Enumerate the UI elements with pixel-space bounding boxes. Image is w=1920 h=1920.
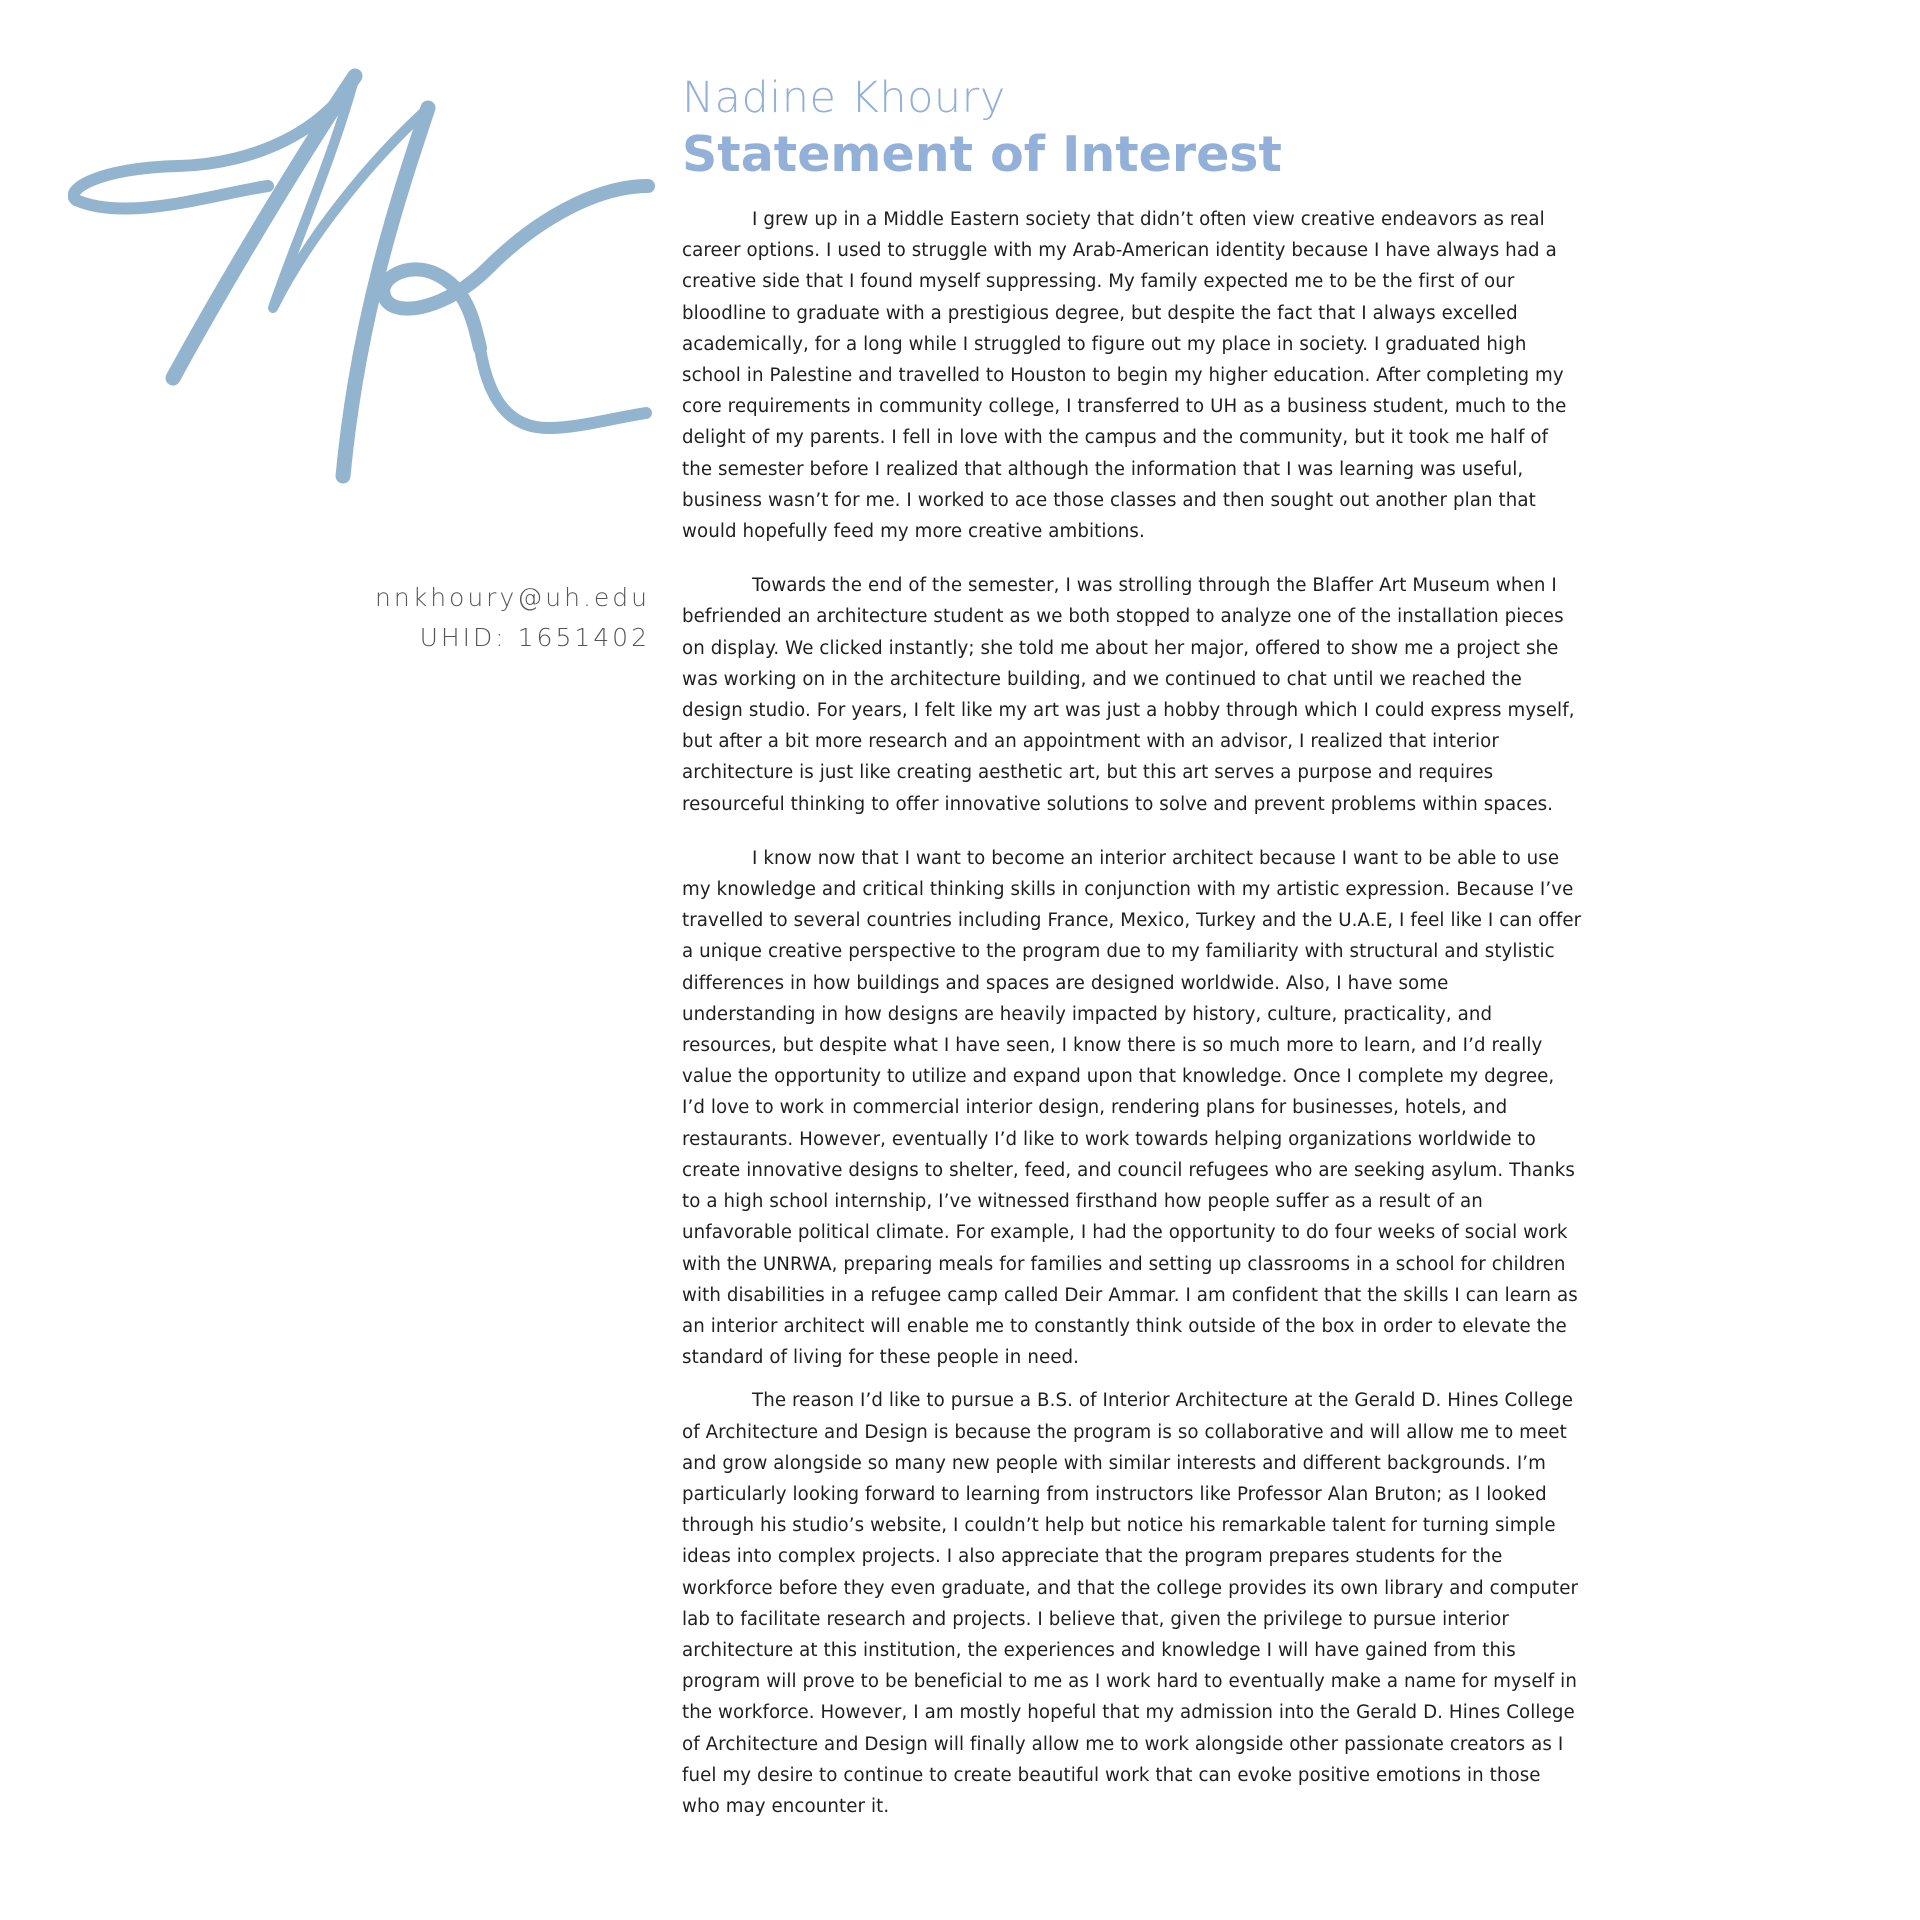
document-title: Statement of Interest: [682, 126, 1282, 183]
monogram-k-leg: [480, 348, 646, 428]
monogram-k-arm: [383, 186, 648, 348]
contact-block: [375, 578, 650, 658]
contact-uhid: UHID: 1651402: [419, 623, 650, 652]
nk-monogram-logo: [68, 68, 658, 508]
body-paragraph-3: I know now that I want to become an interior architect because I want to be able to use my knowledge and critical thinking skills in conjunction with my artistic expression. Because I’ve travelled to several countries including France, Mexico, Turkey and the U.A.E, I feel like I can offer a unique creative perspective to the program due to my familiarity with structural and stylistic differences in how buildings and spaces are designed worldwide. Also, I have some understanding in how designs are heavily impacted by history, culture, practicality, and resources, but despite what I have seen, I know there is so much more to learn, and I’d really value the opportunity to utilize and expand upon that knowledge. Once I complete my degree, I’d love to work in commercial interior design, rendering plans for businesses, hotels, and restaurants. However, eventually I’d like to work towards helping organizations worldwide to create innovative designs to shelter, feed, and council refugees who are seeking asylum. Thanks to a high school internship, I’ve witnessed firsthand how people suffer as a result of an unfavorable political climate. For example, I had the opportunity to do four weeks of social work with the UNRWA, preparing meals for families and setting up classrooms in a school for children with disabilities in a refugee camp called Deir Ammar. I am confident that the skills I can learn as an interior architect will enable me to constantly think outside of the box in order to elevate the standard of living for these people in need.: [682, 847, 1582, 1369]
body-paragraph-1: I grew up in a Middle Eastern society that didn’t often view creative endeavors as real career options. I used to struggle with my Arab-American identity because I have always had a creative side that I found myself suppressing. My family expected me to be the first of our bloodline to graduate with a prestigious degree, but despite the fact that I always excelled academically, for a long while I struggled to figure out my place in society. I graduated high school in Palestine and travelled to Houston to begin my higher education. After completing my core requirements in community college, I transferred to UH as a business student, much to the delight of my parents. I fell in love with the campus and the community, but it took me half of the semester before I realized that although the information that I was learning was useful, business wasn’t for me. I worked to ace those classes and then sought out another plan that would hopefully feed my more creative ambitions.: [682, 209, 1567, 543]
body-paragraph-4: The reason I’d like to pursue a B.S. of Interior Architecture at the Gerald D. Hines College of Architecture and Design is because the program is so collaborative and will allow me to meet and grow alongside so many new people with similar interests and different backgrounds. I’m particularly looking forward to learning from instructors like Professor Alan Bruton; as I looked through his studio’s website, I couldn’t help but notice his remarkable talent for turning simple ideas into complex projects. I also appreciate that the program prepares students for the workforce before they even graduate, and that the college provides its own library and computer lab to facilitate research and projects. I believe that, given the privilege to pursue interior architecture at this institution, the experiences and knowledge I will have gained from this program will prove to be beneficial to me as I work hard to eventually make a name for myself in the workforce. However, I am mostly hopeful that my admission into the Gerald D. Hines College of Architecture and Design will finally allow me to work alongside other passionate creators as I fuel my desire to continue to create beautiful work that can evoke positive emotions in those who may encounter it.: [682, 1390, 1579, 1817]
body-paragraph-2: Towards the end of the semester, I was strolling through the Blaffer Art Museum when I befriended an architecture student as we both stopped to analyze one of the installation pieces on display. We clicked instantly; she told me about her major, offered to show me a project she was working on in the architecture building, and we continued to chat until we reached the design studio. For years, I felt like my art was just a hobby through which I could express myself, but after a bit more research and an appointment with an advisor, I realized that interior architecture is just like creating aesthetic art, but this art serves a purpose and requires resourceful thinking to offer innovative solutions to solve and prevent problems within spaces.: [682, 575, 1575, 815]
author-name: Nadine Khoury: [682, 73, 1006, 123]
statement-column: [682, 72, 1582, 1845]
contact-email: nnkhoury@uh.edu: [375, 583, 650, 612]
